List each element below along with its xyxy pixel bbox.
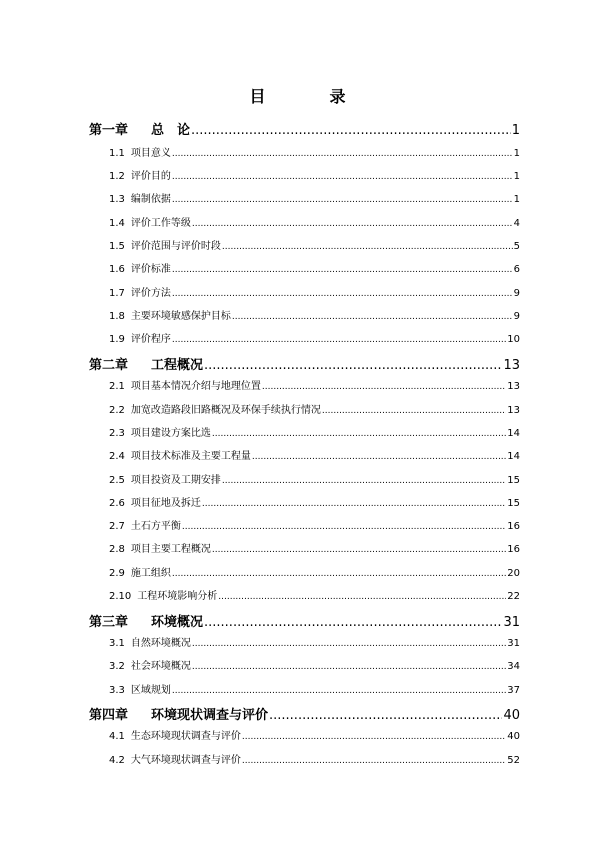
toc-entry-label: 项目征地及拆迁 [130,498,201,509]
toc-leader-dots [204,612,502,630]
toc-section-entry[interactable] [109,261,520,275]
toc-entry-label: 项目建设方案比选 [130,428,211,439]
toc-leader-dots [222,472,506,486]
toc-section-entry[interactable] [109,682,520,696]
toc-section-entry[interactable] [109,565,520,579]
toc-section-entry[interactable] [109,635,520,649]
toc-entry-number: 1.6 [109,264,125,275]
toc-section-entry[interactable] [109,308,520,322]
toc-section-entry[interactable] [109,472,520,486]
toc-section-entry[interactable] [109,145,520,159]
toc-title: 目 录 [249,87,370,106]
toc-entry-number: 2.5 [109,475,125,486]
toc-entry-number: 2.1 [109,381,125,392]
toc-entry-label: 项目主要工程概况 [130,544,211,555]
toc-entry-label: 评价工作等级 [130,218,191,229]
toc-entry-label: 项目意义 [130,148,171,159]
toc-section-entry[interactable] [109,495,520,509]
toc-leader-dots [182,518,506,532]
toc-entry-number: 第三章 [89,615,129,630]
toc-section-entry[interactable] [109,331,520,345]
toc-entry-number: 2.10 [109,591,132,602]
toc-leader-dots [172,285,513,299]
toc-entry-page: 13 [503,358,520,373]
toc-section-entry[interactable] [109,191,520,205]
toc-section-entry[interactable] [109,215,520,229]
toc-entry-number: 2.8 [109,544,125,555]
toc-leader-dots [212,425,506,439]
toc-section-entry[interactable] [109,541,520,555]
toc-entry-number: 4.2 [109,755,125,766]
toc-leader-dots [172,145,513,159]
toc-leader-dots [204,355,502,373]
toc-entry-page: 9 [513,311,520,322]
toc-chapter-entry[interactable] [89,612,520,630]
toc-entry-number: 2.3 [109,428,125,439]
toc-entry-page: 13 [507,381,520,392]
toc-leader-dots [262,378,506,392]
toc-leader-dots [212,541,506,555]
toc-entry-number: 3.2 [109,661,125,672]
toc-entry-page: 1 [513,171,520,182]
toc-entry-number: 3.3 [109,685,125,696]
toc-entry-label: 主要环境敏感保护目标 [130,311,231,322]
toc-entry-number: 2.7 [109,521,125,532]
toc-entry-page: 4 [513,218,520,229]
toc-entry-label: 评价范围与评价时段 [130,241,221,252]
toc-entry-page: 40 [503,708,520,723]
toc-entry-number: 3.1 [109,638,125,649]
toc-section-entry[interactable] [109,728,520,742]
toc-entry-label: 区域规划 [130,685,171,696]
toc-entry-label: 施工组织 [130,568,171,579]
toc-entry-label: 项目基本情况介绍与地理位置 [130,381,261,392]
toc-leader-dots [172,565,506,579]
toc-entry-page: 31 [507,638,520,649]
toc-entry-label: 加宽改造路段旧路概况及环保手续执行情况 [130,405,321,416]
toc-entry-label: 评价程序 [130,334,171,345]
toc-entry-page: 20 [507,568,520,579]
toc-entry-number: 第一章 [89,123,129,138]
toc-leader-dots [192,658,506,672]
toc-leader-dots [222,238,513,252]
toc-entry-page: 10 [507,334,520,345]
toc-entry-page: 5 [513,241,520,252]
toc-entry-page: 40 [507,731,520,742]
toc-leader-dots [202,495,506,509]
toc-entry-page: 34 [507,661,520,672]
toc-leader-dots [172,168,513,182]
toc-leader-dots [232,308,513,322]
toc-leader-dots [172,261,513,275]
toc-entry-page: 16 [507,544,520,555]
toc-entry-number: 4.1 [109,731,125,742]
toc-section-entry[interactable] [109,588,520,602]
toc-entry-number: 1.7 [109,288,125,299]
toc-entry-page: 15 [507,475,520,486]
toc-entry-label: 项目技术标准及主要工程量 [130,451,251,462]
toc-chapter-entry[interactable] [89,355,520,373]
toc-entry-page: 15 [507,498,520,509]
toc-leader-dots [191,120,511,138]
toc-entry-label: 评价目的 [130,171,171,182]
toc-entry-label: 评价标准 [130,264,171,275]
toc-leader-dots [242,728,506,742]
toc-entry-page: 1 [513,194,520,205]
toc-entry-number: 第四章 [89,708,129,723]
toc-entry-number: 第二章 [89,358,129,373]
toc-leader-dots [172,331,506,345]
toc-leader-dots [322,402,506,416]
toc-entry-page: 37 [507,685,520,696]
toc-section-entry[interactable] [109,658,520,672]
toc-leader-dots [218,588,506,602]
toc-entry-label: 大气环境现状调查与评价 [130,755,241,766]
toc-entry-number: 1.2 [109,171,125,182]
toc-entry-number: 1.3 [109,194,125,205]
toc-entry-page: 14 [507,451,520,462]
toc-entry-page: 1 [511,123,520,138]
toc-leader-dots [172,191,513,205]
toc-entry-label: 土石方平衡 [130,521,181,532]
toc-entry-page: 9 [513,288,520,299]
toc-section-entry[interactable] [109,752,520,766]
toc-entry-page: 13 [507,405,520,416]
toc-entry-number: 2.9 [109,568,125,579]
toc-leader-dots [269,705,502,723]
toc-entry-page: 6 [513,264,520,275]
toc-leader-dots [192,635,506,649]
toc-section-entry[interactable] [109,448,520,462]
toc-entry-label: 环境概况 [151,615,204,630]
toc-section-entry[interactable] [109,285,520,299]
toc-entry-page: 1 [513,148,520,159]
toc-entry-page: 14 [507,428,520,439]
toc-entry-label: 总 论 [151,123,191,138]
toc-leader-dots [252,448,506,462]
toc-entry-label: 工程环境影响分析 [137,591,218,602]
toc-entry-label: 工程概况 [151,358,204,373]
toc-entry-number: 1.5 [109,241,125,252]
toc-entry-number: 1.8 [109,311,125,322]
toc-entry-page: 22 [507,591,520,602]
toc-section-entry[interactable] [109,402,520,416]
toc-entry-label: 环境现状调查与评价 [151,708,269,723]
toc-leader-dots [172,682,506,696]
toc-section-entry[interactable] [109,378,520,392]
toc-entry-page: 52 [507,755,520,766]
toc-section-entry[interactable] [109,238,520,252]
toc-entry-label: 自然环境概况 [130,638,191,649]
toc-entry-number: 1.4 [109,218,125,229]
toc-section-entry[interactable] [109,168,520,182]
toc-entry-page: 31 [503,615,520,630]
toc-entry-number: 1.1 [109,148,125,159]
toc-entry-label: 编制依据 [130,194,171,205]
toc-entry-label: 项目投资及工期安排 [130,475,221,486]
toc-section-entry[interactable] [109,518,520,532]
toc-entry-page: 16 [507,521,520,532]
toc-chapter-entry[interactable] [89,120,520,138]
toc-entry-number: 2.6 [109,498,125,509]
toc-leader-dots [192,215,513,229]
toc-entry-number: 1.9 [109,334,125,345]
toc-section-entry[interactable] [109,425,520,439]
toc-entry-number: 2.2 [109,405,125,416]
toc-entry-label: 生态环境现状调查与评价 [130,731,241,742]
toc-entry-label: 评价方法 [130,288,171,299]
toc-entry-label: 社会环境概况 [130,661,191,672]
toc-entry-number: 2.4 [109,451,125,462]
toc-leader-dots [242,752,506,766]
toc-chapter-entry[interactable] [89,705,520,723]
